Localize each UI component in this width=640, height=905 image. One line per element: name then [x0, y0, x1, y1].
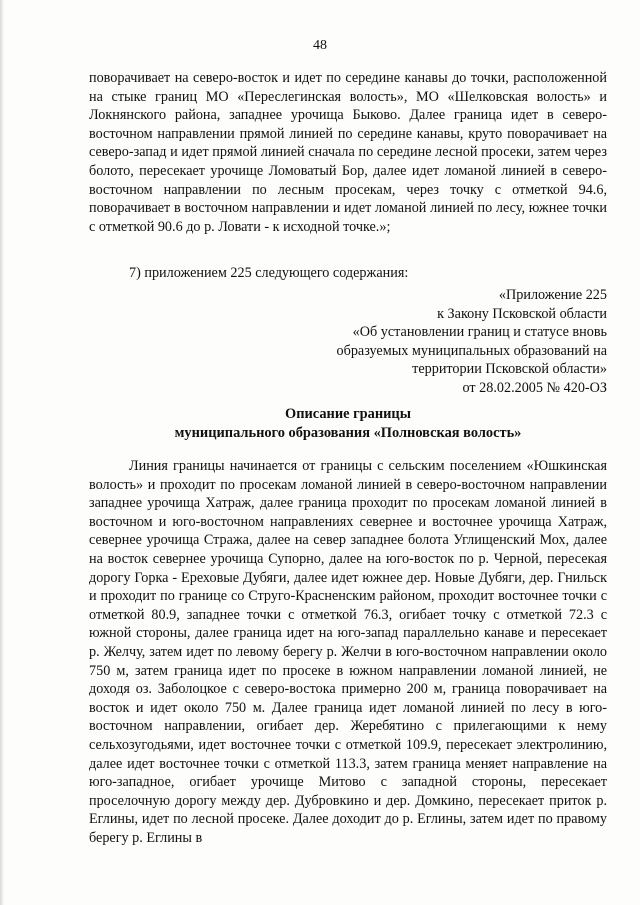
appendix-line: от 28.02.2005 № 420-ОЗ — [462, 379, 607, 396]
appendix-line: образуемых муниципальных образований на — [336, 342, 607, 359]
heading-line: муниципального образования «Полновская волость» — [174, 425, 522, 441]
appendix-line: «Об установлении границ и статусе вновь — [352, 324, 607, 341]
page-number: 48 — [313, 38, 327, 53]
amendment-line: 7) приложением 225 следующего содержания: — [129, 265, 409, 281]
appendix-line: «Приложение 225 — [498, 287, 607, 303]
appendix-line: к Закону Псковской области — [437, 305, 607, 322]
scan-edge-shadow — [0, 0, 4, 905]
appendix-header — [247, 286, 607, 398]
heading-line: Описание границы — [285, 406, 411, 422]
section-heading — [89, 405, 607, 443]
appendix-line: территории Псковской области» — [412, 361, 607, 378]
paragraph-description: Линия границы начинается от границы с сельским поселением «Юшкинская волость» и проходит по просекам ломаной линией в северо-восточном направлении западнее урочища Хатраж, далее граница проходит по просекам ломаной линией в восточном и юго-восточном направлениях севернее и восточнее урочища Хатраж, севернее урочища Стража, далее на север западнее болота Углищенский Мох, далее на восток севернее урочища Супорно, далее на юго-восток по р. Черной, пересекая дорогу Горка - Ереховые Дубяги, далее идет южнее дер. Новые Дубяги, дер. Гнильск и проходит по границе со Струго-Красненским районом, проходит восточнее точки с отметкой 80.9, западнее точки с отметкой 76.3, огибает точку с отметкой 72.3 с южной стороны, далее граница идет на юго-запад параллельно канаве и пересекает р. Желчу, затем идет по левому берегу р. Желчи в юго-восточном направлении около 750 м, затем граница идет по просеке в южном направлении ломаной линией, не доходя оз. Заболоцкое с северо-востока примерно 200 м, граница поворачивает на восток и идет около 750 м. Далее граница идет ломаной линией по лесу в юго-восточном направлении, огибает дер. Жеребятино с прилегающими к нему сельхозугодьями, идет восточнее точки с отметкой 109.9, пересекает электролинию, далее идет восточнее точки с отметкой 113.3, затем граница меняет направление на юго-западное, огибает урочище Митово с западной стороны, пересекает проселочную дорогу между дер. Дубровкино и дер. Домкино, пересекает приток р. Еглины, идет по лесной просеке. Далее доходит до р. Еглины, затем идет по правому берегу р. Еглины в — [89, 458, 607, 846]
paragraph-continuation: поворачивает на северо-восток и идет по середине канавы до точки, расположенной на стыке границ МО «Переслегинская волость», МО «Шелковская волость» и Локнянского района, западнее урочища Быково. Далее граница идет в северо-восточном направлении прямой линией по середине канавы, круто поворачивает на северо-запад и идет прямой линией сначала по середине лесной просеки, затем через болото, пересекает урочище Ломоватый Бор, далее идет ломаной линией в северо-восточном направлении по лесным просекам, через точку с отметкой 94.6, поворачивает в восточном направлении и идет ломаной линией по лесу, южнее точки с отметкой 90.6 до р. Ловати - к исходной точке.»; — [89, 70, 607, 235]
